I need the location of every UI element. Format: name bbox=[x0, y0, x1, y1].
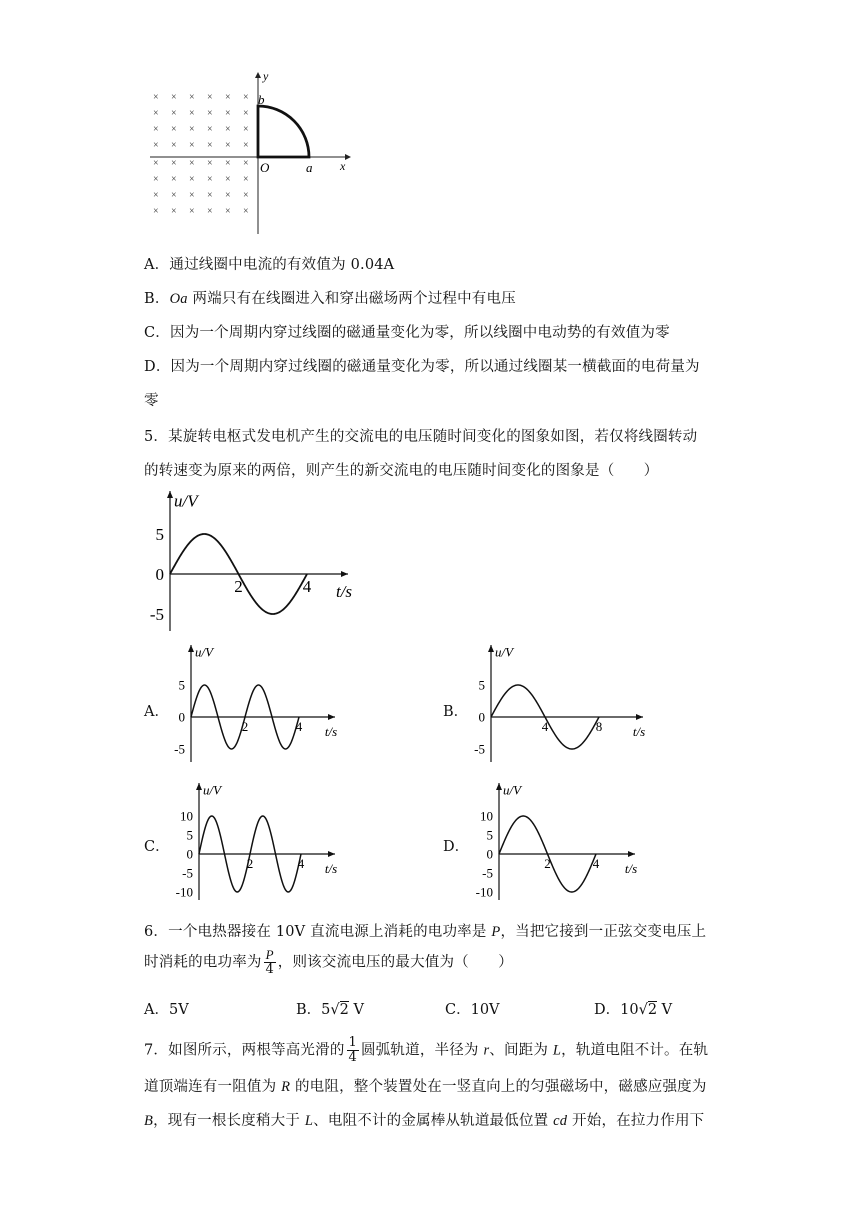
x-axis-label: x bbox=[340, 159, 346, 173]
y-tick-label: -5 bbox=[182, 865, 193, 881]
q7-text-3: 、间距为 bbox=[489, 1042, 553, 1059]
q6-text-4: ，则该交流电压的最大值为（ ） bbox=[277, 954, 513, 971]
field-cross: × bbox=[153, 190, 159, 201]
y-tick-label: -10 bbox=[475, 884, 493, 900]
sqrt-symbol: √ bbox=[330, 1002, 340, 1018]
x-tick-label: 4 bbox=[592, 856, 600, 871]
y-tick-label: -5 bbox=[482, 865, 493, 881]
q7-L: L bbox=[552, 1042, 562, 1059]
y-tick-label: 0 bbox=[178, 709, 185, 725]
y-axis-label: u/V bbox=[495, 644, 514, 660]
q6-d-radicand: 2 bbox=[647, 1002, 658, 1018]
field-cross: × bbox=[225, 92, 231, 103]
q7-stem-line1 bbox=[144, 1036, 708, 1065]
q4-option-d: D．因为一个周期内穿过线圈的磁通量变化为零，所以通过线圈某一横截面的电荷量为 bbox=[144, 359, 700, 375]
q7-stem-line3 bbox=[144, 1109, 704, 1130]
q5-option-a-chart bbox=[165, 640, 355, 765]
field-cross: × bbox=[243, 108, 249, 119]
y-tick-label: 0 bbox=[486, 846, 493, 862]
field-cross: × bbox=[189, 140, 195, 151]
y-tick-label: 5 bbox=[186, 827, 193, 843]
field-cross: × bbox=[171, 206, 177, 217]
x-tick-label: 4 bbox=[541, 719, 549, 734]
q6-b-coef: 5 bbox=[321, 1002, 331, 1018]
field-cross: × bbox=[189, 158, 195, 169]
y-tick-label: -5 bbox=[174, 741, 185, 757]
q6-stem-line1 bbox=[144, 920, 706, 941]
magnetic-field-figure bbox=[140, 68, 360, 238]
x-tick-label: 4 bbox=[302, 577, 312, 596]
q6-frac-den: 4 bbox=[265, 962, 274, 977]
x-tick-label: 4 bbox=[297, 856, 305, 871]
x-axis-arrow bbox=[636, 714, 643, 720]
x-tick-label: 4 bbox=[295, 719, 303, 734]
field-cross: × bbox=[207, 206, 213, 217]
field-cross: × bbox=[171, 174, 177, 185]
field-cross: × bbox=[153, 108, 159, 119]
field-cross: × bbox=[153, 92, 159, 103]
field-cross: × bbox=[189, 190, 195, 201]
field-cross: × bbox=[171, 108, 177, 119]
q4-b-prefix: B． bbox=[144, 291, 170, 307]
y-axis-arrow bbox=[255, 72, 261, 78]
q4-option-c: C．因为一个周期内穿过线圈的磁通量变化为零，所以线圈中电动势的有效值为零 bbox=[144, 325, 670, 341]
x-axis-arrow bbox=[345, 154, 351, 160]
q6-fraction bbox=[264, 948, 276, 977]
x-axis-label: t/s bbox=[624, 861, 638, 876]
q6-b-unit: V bbox=[348, 1002, 364, 1018]
y-tick-label: -5 bbox=[149, 604, 164, 624]
q6-text-3: 时消耗的电功率为 bbox=[144, 954, 262, 971]
q7-text-4: ，轨道电阻不计。在轨 bbox=[561, 1042, 709, 1059]
q7-text-9: 开始，在拉力作用下 bbox=[567, 1113, 705, 1129]
field-cross: × bbox=[189, 174, 195, 185]
q7-text-2: 圆弧轨道，半径为 bbox=[361, 1042, 484, 1059]
field-cross: × bbox=[243, 190, 249, 201]
field-cross: × bbox=[243, 92, 249, 103]
x-axis-arrow bbox=[628, 851, 635, 857]
q6-text-2: ，当把它接到一正弦交变电压上 bbox=[500, 924, 707, 940]
y-axis-arrow bbox=[196, 783, 202, 790]
y-tick-label: 5 bbox=[155, 524, 164, 544]
field-cross: × bbox=[153, 174, 159, 185]
q6-frac-num: P bbox=[265, 947, 274, 962]
x-axis-label: t/s bbox=[324, 724, 338, 739]
field-cross: × bbox=[207, 124, 213, 135]
x-axis-arrow bbox=[328, 851, 335, 857]
q7-cd: cd bbox=[553, 1113, 568, 1129]
q6-choice-a: A．5V bbox=[144, 1002, 189, 1018]
field-cross: × bbox=[153, 158, 159, 169]
q5-option-c-label: C． bbox=[144, 839, 170, 855]
q6-choice-b bbox=[296, 998, 364, 1019]
q6-choice-d bbox=[594, 998, 672, 1019]
origin-label: O bbox=[260, 160, 270, 175]
q7-text-6: 的电阻，整个装置处在一竖直向上的匀强磁场中，磁感应强度为 bbox=[290, 1079, 707, 1095]
field-cross: × bbox=[225, 174, 231, 185]
field-cross: × bbox=[171, 140, 177, 151]
y-axis-label: y bbox=[263, 69, 269, 83]
y-tick-label: -5 bbox=[474, 741, 485, 757]
y-tick-label: 10 bbox=[480, 808, 493, 824]
q6-stem-line2 bbox=[144, 948, 513, 977]
field-cross: × bbox=[153, 206, 159, 217]
y-axis-label: u/V bbox=[174, 491, 198, 511]
field-cross: × bbox=[207, 174, 213, 185]
field-cross: × bbox=[189, 124, 195, 135]
field-cross: × bbox=[207, 92, 213, 103]
q7-frac-den: 4 bbox=[348, 1050, 358, 1065]
q6-d-coef: 10 bbox=[620, 1002, 639, 1018]
q6-p: P bbox=[491, 924, 501, 940]
q7-B: B bbox=[144, 1113, 154, 1129]
q5-option-d-chart bbox=[465, 778, 665, 903]
y-tick-label: 0 bbox=[155, 564, 164, 584]
q5-stem-line2: 的转速变为原来的两倍，则产生的新交流电的电压随时间变化的图象是（ ） bbox=[144, 463, 659, 479]
field-cross: × bbox=[243, 206, 249, 217]
y-tick-label: 0 bbox=[478, 709, 485, 725]
q7-text-1: 7．如图所示，两根等高光滑的 bbox=[144, 1042, 345, 1059]
field-cross: × bbox=[225, 158, 231, 169]
field-cross: × bbox=[225, 206, 231, 217]
field-crosses bbox=[153, 92, 249, 217]
q6-d-prefix: D． bbox=[594, 1002, 621, 1018]
q6-b-prefix: B． bbox=[296, 1002, 322, 1018]
field-cross: × bbox=[153, 124, 159, 135]
q4-option-b bbox=[144, 287, 516, 308]
q4-b-oa: Oa bbox=[169, 291, 188, 307]
q6-d-unit: V bbox=[657, 1002, 673, 1018]
y-axis-arrow bbox=[188, 645, 194, 652]
q5-main-chart bbox=[140, 485, 380, 635]
field-cross: × bbox=[171, 92, 177, 103]
field-cross: × bbox=[207, 140, 213, 151]
q6-b-radicand: 2 bbox=[339, 1002, 349, 1018]
q7-frac-num: 1 bbox=[348, 1035, 358, 1050]
quarter-circle-coil bbox=[258, 106, 309, 157]
field-cross: × bbox=[207, 190, 213, 201]
x-axis-label: t/s bbox=[335, 582, 353, 601]
field-cross: × bbox=[153, 140, 159, 151]
x-tick-label: 2 bbox=[246, 856, 254, 871]
x-axis-arrow bbox=[328, 714, 335, 720]
field-cross: × bbox=[171, 190, 177, 201]
field-cross: × bbox=[189, 92, 195, 103]
x-axis-label: t/s bbox=[632, 724, 646, 739]
field-cross: × bbox=[225, 108, 231, 119]
y-tick-label: 5 bbox=[178, 677, 185, 693]
q7-text-7: ，现有一根长度稍大于 bbox=[153, 1113, 305, 1129]
q6-text-1: 6．一个电热器接在 10V 直流电源上消耗的电功率是 bbox=[144, 924, 492, 940]
q7-fraction bbox=[347, 1036, 359, 1065]
field-cross: × bbox=[243, 158, 249, 169]
q5-option-b-chart bbox=[465, 640, 665, 765]
y-axis-label: u/V bbox=[503, 782, 522, 798]
point-b-label: b bbox=[258, 92, 265, 107]
field-cross: × bbox=[207, 158, 213, 169]
y-tick-label: 5 bbox=[478, 677, 485, 693]
q5-option-d-label: D． bbox=[443, 839, 470, 855]
q7-stem-line2 bbox=[144, 1075, 707, 1096]
point-a-label: a bbox=[306, 160, 313, 175]
q4-option-a: A．通过线圈中电流的有效值为 0.04A bbox=[144, 257, 395, 273]
field-cross: × bbox=[225, 190, 231, 201]
field-cross: × bbox=[171, 158, 177, 169]
field-cross: × bbox=[225, 124, 231, 135]
y-axis-arrow bbox=[167, 491, 173, 498]
x-axis-label: t/s bbox=[324, 861, 338, 876]
q7-L2: L bbox=[304, 1113, 314, 1129]
field-cross: × bbox=[243, 174, 249, 185]
q7-R: R bbox=[281, 1079, 291, 1095]
field-cross: × bbox=[171, 124, 177, 135]
q5-option-a-label: A． bbox=[144, 704, 169, 720]
q7-text-8: 、电阻不计的金属棒从轨道最低位置 bbox=[313, 1113, 554, 1129]
y-axis-arrow bbox=[488, 645, 494, 652]
field-cross: × bbox=[225, 140, 231, 151]
q4-b-text: 两端只有在线圈进入和穿出磁场两个过程中有电压 bbox=[187, 291, 516, 307]
q5-option-c-chart bbox=[165, 778, 355, 903]
y-axis-label: u/V bbox=[203, 782, 222, 798]
field-cross: × bbox=[207, 108, 213, 119]
x-tick-label: 8 bbox=[595, 719, 603, 734]
y-tick-label: 0 bbox=[186, 846, 193, 862]
field-cross: × bbox=[189, 206, 195, 217]
q5-option-b-label: B． bbox=[443, 704, 469, 720]
field-cross: × bbox=[243, 124, 249, 135]
x-axis-arrow bbox=[341, 571, 348, 577]
y-tick-label: -10 bbox=[175, 884, 193, 900]
y-axis-arrow bbox=[496, 783, 502, 790]
q7-r: r bbox=[483, 1042, 490, 1059]
sqrt-symbol: √ bbox=[638, 1002, 648, 1018]
x-tick-label: 2 bbox=[241, 719, 249, 734]
y-tick-label: 10 bbox=[180, 808, 193, 824]
q6-choice-c: C．10V bbox=[445, 1002, 500, 1018]
y-tick-label: 5 bbox=[486, 827, 493, 843]
q7-text-5: 道顶端连有一阻值为 bbox=[144, 1079, 282, 1095]
y-axis-label: u/V bbox=[195, 644, 214, 660]
field-cross: × bbox=[243, 140, 249, 151]
field-cross: × bbox=[189, 108, 195, 119]
x-tick-label: 2 bbox=[234, 577, 243, 596]
q4-option-d-continued: 零 bbox=[144, 393, 159, 409]
x-tick-label: 2 bbox=[544, 856, 551, 871]
q5-stem-line1: 5．某旋转电枢式发电机产生的交流电的电压随时间变化的图象如图，若仅将线圈转动 bbox=[144, 429, 698, 445]
